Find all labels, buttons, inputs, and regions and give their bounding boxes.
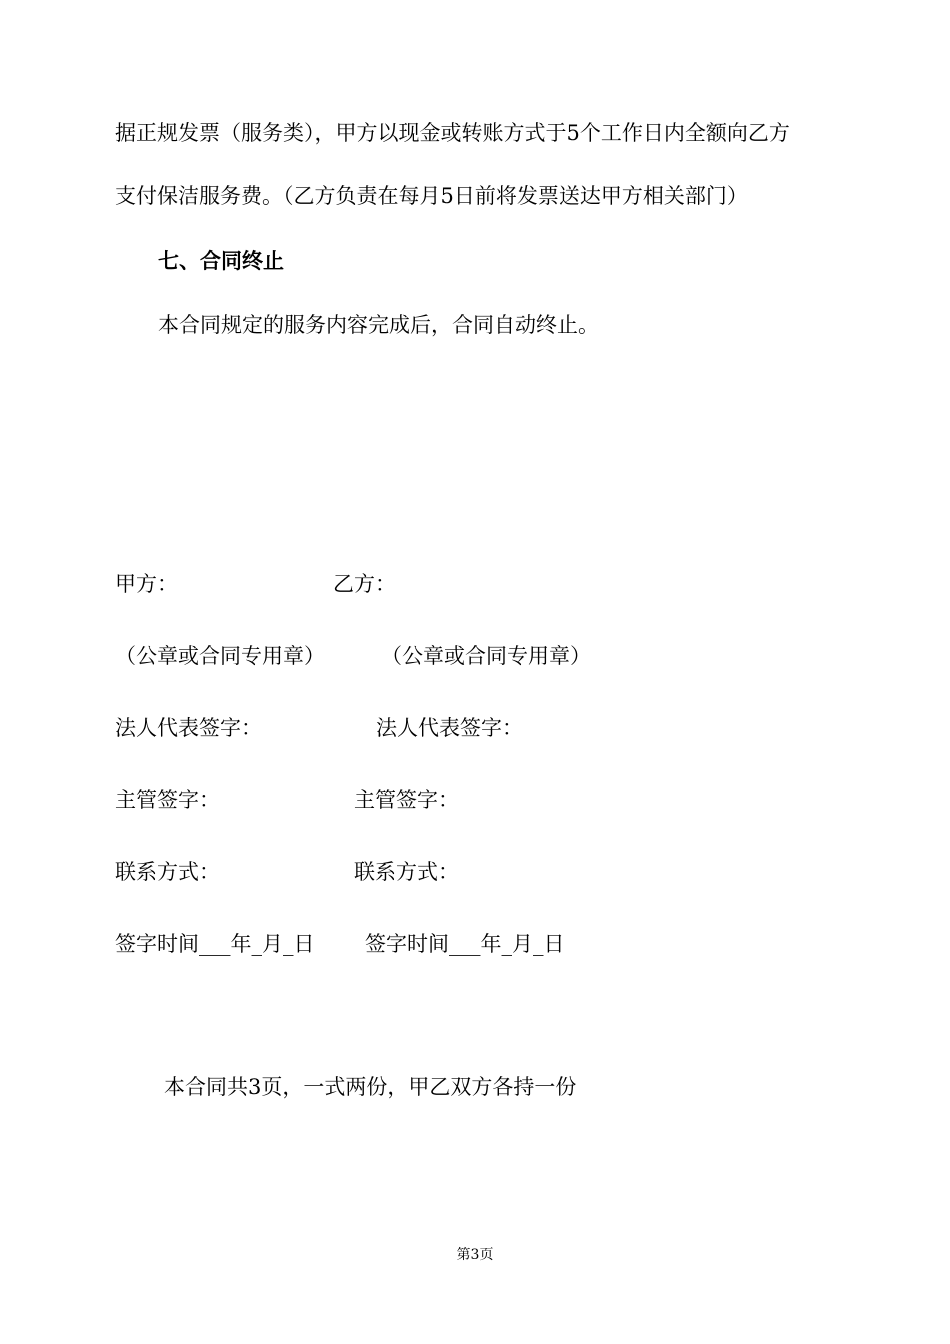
party-b-label: 乙方： [333, 572, 396, 596]
party-b-contact-label: 联系方式： [354, 860, 459, 884]
section-7-heading: 七、合同终止 [158, 249, 284, 273]
section-7-body: 本合同规定的服务内容完成后，合同自动终止。 [158, 313, 599, 337]
party-a-seal-label: （公章或合同专用章） [115, 644, 325, 668]
party-a-sign-date: 签字时间___年_月_日 [115, 932, 315, 956]
party-a-supervisor-label: 主管签字： [115, 788, 220, 812]
payment-paragraph-line-1: 据正规发票（服务类），甲方以现金或转账方式于5个工作日内全额向乙方 [115, 121, 790, 145]
closing-note: 本合同共3页，一式两份，甲乙双方各持一份 [164, 1075, 577, 1099]
page-number: 第3页 [456, 1247, 494, 1263]
party-b-supervisor-label: 主管签字： [354, 788, 459, 812]
party-b-legal-rep-label: 法人代表签字： [376, 716, 523, 740]
party-a-legal-rep-label: 法人代表签字： [115, 716, 262, 740]
payment-paragraph-line-2: 支付保洁服务费。（乙方负责在每月5日前将发票送达甲方相关部门） [115, 184, 748, 208]
party-b-sign-date: 签字时间___年_月_日 [365, 932, 565, 956]
party-a-label: 甲方： [115, 572, 178, 596]
party-a-contact-label: 联系方式： [115, 860, 220, 884]
party-b-seal-label: （公章或合同专用章） [381, 644, 591, 668]
